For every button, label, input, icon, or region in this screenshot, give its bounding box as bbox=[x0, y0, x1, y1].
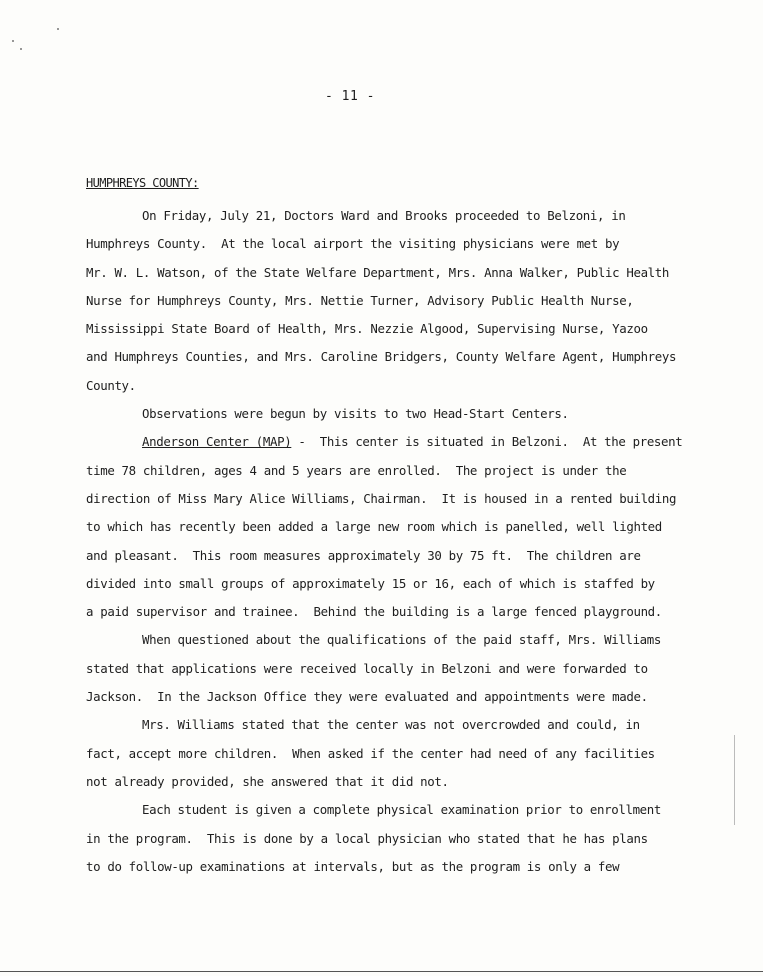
line-text: stated that applications were received locally in Belzoni and were forwarded to bbox=[86, 660, 648, 676]
line-text: and Humphreys Counties, and Mrs. Caroline Bridgers, County Welfare Agent, Humphreys bbox=[86, 349, 677, 365]
text-line bbox=[86, 259, 686, 287]
text-line bbox=[86, 428, 686, 456]
line-text: Nurse for Humphreys County, Mrs. Nettie Turner, Advisory Public Health Nurse, bbox=[86, 292, 634, 308]
line-text: to do follow-up examinations at intervals, but as the program is only a few bbox=[86, 858, 620, 874]
bottom-rule bbox=[0, 971, 763, 972]
scan-speck bbox=[20, 48, 22, 50]
text-line bbox=[86, 825, 686, 853]
text-line bbox=[86, 513, 686, 541]
text-line bbox=[86, 457, 686, 485]
text-line bbox=[86, 626, 686, 654]
line-text: Jackson. In the Jackson Office they were evaluated and appointments were made. bbox=[86, 689, 648, 705]
text-line bbox=[86, 400, 686, 428]
text-line bbox=[86, 343, 686, 371]
line-text: time 78 children, ages 4 and 5 years are enrolled. The project is under the bbox=[86, 462, 627, 478]
line-text: County. bbox=[86, 377, 136, 393]
line-text: On Friday, July 21, Doctors Ward and Brooks proceeded to Belzoni, in bbox=[142, 208, 626, 223]
line-text: divided into small groups of approximately 15 or 16, each of which is staffed by bbox=[86, 575, 655, 591]
page-number: - 11 - bbox=[325, 89, 375, 104]
text-line bbox=[86, 768, 686, 796]
text-line bbox=[86, 542, 686, 570]
line-text: Observations were begun by visits to two Head-Start Centers. bbox=[142, 406, 569, 422]
text-line bbox=[86, 796, 686, 824]
text-line bbox=[86, 315, 686, 343]
line-text: Mr. W. L. Watson, of the State Welfare Department, Mrs. Anna Walker, Public Health bbox=[86, 264, 670, 280]
scan-speck bbox=[12, 40, 14, 42]
text-line bbox=[86, 598, 686, 626]
text-line bbox=[86, 287, 686, 315]
line-text: Mrs. Williams stated that the center was not overcrowded and could, in bbox=[142, 717, 640, 733]
text-line bbox=[86, 740, 686, 768]
text-line bbox=[86, 683, 686, 711]
text-line bbox=[86, 485, 686, 513]
line-text: This center is situated in Belzoni. At the present bbox=[319, 434, 683, 450]
center-name: Anderson Center (MAP) bbox=[142, 434, 292, 450]
line-text: in the program. This is done by a local physician who stated that he has plans bbox=[86, 830, 648, 846]
line-text: Each student is given a complete physical examination prior to enrollment bbox=[142, 802, 662, 818]
section-heading: HUMPHREYS COUNTY: bbox=[86, 176, 199, 190]
lead-separator: - bbox=[291, 434, 320, 450]
scan-speck bbox=[57, 28, 59, 30]
line-text: Humphreys County. At the local airport the visiting physicians were met by bbox=[86, 236, 620, 252]
body-text bbox=[86, 202, 686, 881]
line-text: direction of Miss Mary Alice Williams, Chairman. It is housed in a rented building bbox=[86, 490, 677, 506]
text-line bbox=[86, 570, 686, 598]
line-text: Mississippi State Board of Health, Mrs. Nezzie Algood, Supervising Nurse, Yazoo bbox=[86, 321, 648, 337]
line-text: not already provided, she answered that it did not. bbox=[86, 773, 449, 789]
text-line bbox=[86, 372, 686, 400]
text-line bbox=[86, 853, 686, 881]
text-line bbox=[86, 711, 686, 739]
text-line bbox=[86, 202, 686, 230]
text-line bbox=[86, 230, 686, 258]
line-text: a paid supervisor and trainee. Behind the building is a large fenced playground. bbox=[86, 604, 662, 620]
line-text: fact, accept more children. When asked if the center had need of any facilities bbox=[86, 745, 655, 761]
line-text: and pleasant. This room measures approximately 30 by 75 ft. The children are bbox=[86, 547, 641, 563]
line-text: to which has recently been added a large new room which is panelled, well lighted bbox=[86, 519, 662, 535]
text-line bbox=[86, 655, 686, 683]
line-text: When questioned about the qualifications of the paid staff, Mrs. Williams bbox=[142, 632, 662, 648]
margin-mark bbox=[734, 735, 735, 825]
